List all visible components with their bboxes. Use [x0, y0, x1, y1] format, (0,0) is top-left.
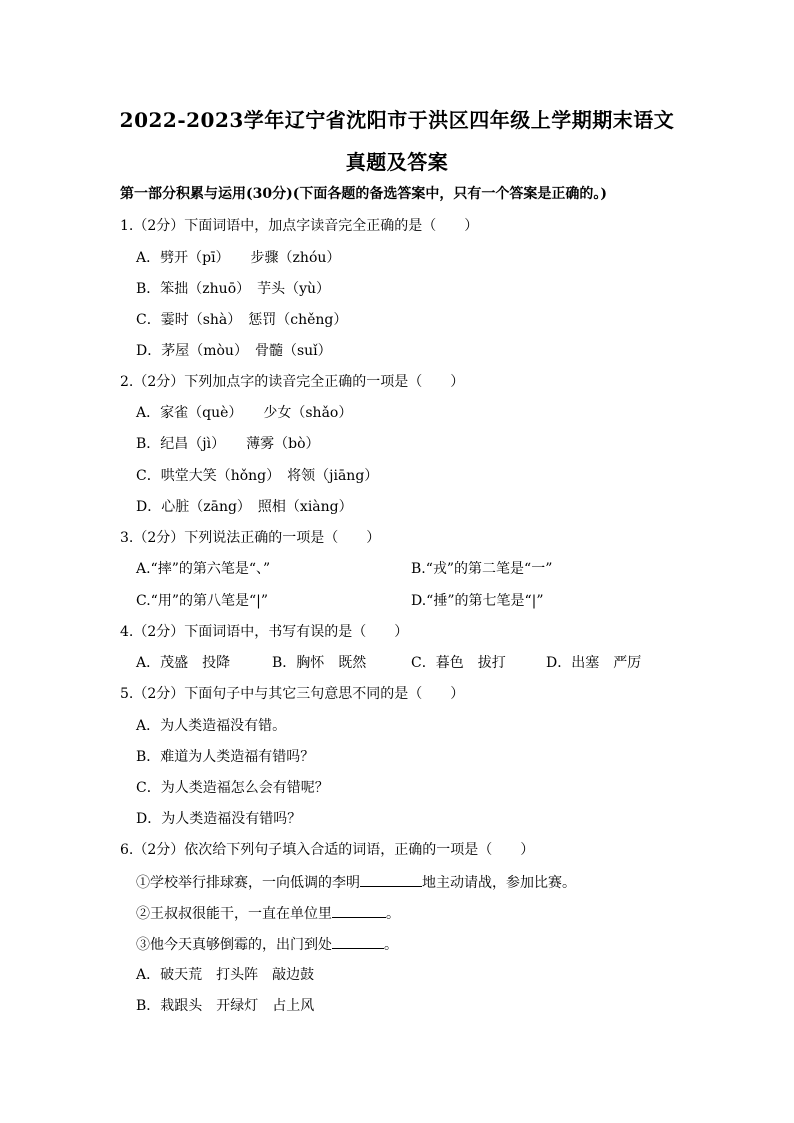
question-4-option-d: D．出塞 严厉 — [546, 655, 642, 671]
question-5-option-c: C．为人类造福怎么会有错呢？ — [136, 780, 329, 796]
question-1-stem: 1.（2分）下面词语中，加点字读音完全正确的是（ ） — [120, 218, 479, 234]
question-2-option-a: A．家雀（què） 少女（shǎo） — [136, 405, 353, 421]
sentence-1-after: 地主动请战，参加比赛。 — [422, 875, 576, 891]
question-6-option-a: A．破天荒 打头阵 敲边鼓 — [136, 967, 315, 983]
sentence-2-before: ②王叔叔很能干，一直在单位里 — [136, 906, 332, 922]
fill-blank-1[interactable] — [360, 872, 422, 887]
sentence-1-before: ①学校举行排球赛，一向低调的李明 — [136, 875, 360, 891]
question-2-option-d: D．心脏（zāng） 照相（xiàng） — [136, 499, 353, 515]
question-1-option-d: D．茅屋（mòu） 骨髓（suǐ） — [136, 343, 332, 359]
question-5-option-a: A．为人类造福没有错。 — [136, 718, 287, 734]
question-6-sentence-2 — [136, 903, 400, 924]
question-1-option-a: A．劈开（pī） 步骤（zhóu） — [136, 250, 341, 266]
question-3-option-c: C.“用”的第八笔是“|” — [136, 593, 269, 609]
question-4-option-c: C．暮色 拔打 — [411, 655, 506, 671]
question-1-option-c: C．霎时（shà） 惩罚（chěng） — [136, 312, 348, 328]
question-4-option-a: A．茂盛 投降 — [136, 655, 231, 671]
question-1-option-b: B．笨拙（zhuō） 芋头（yù） — [136, 281, 331, 297]
question-3-option-d: D.“捶”的第七笔是“|” — [411, 593, 544, 609]
question-2-stem: 2.（2分）下列加点字的读音完全正确的一项是（ ） — [120, 374, 465, 390]
question-4-stem: 4.（2分）下面词语中，书写有误的是（ ） — [120, 624, 409, 640]
document-title-line1: 2022-2023学年辽宁省沈阳市于洪区四年级上学期期末语文 — [119, 108, 675, 132]
question-2-option-b: B．纪昌（jì） 薄雾（bò） — [136, 436, 320, 452]
sentence-3-before: ③他今天真够倒霉的，出门到处 — [136, 937, 332, 953]
fill-blank-2[interactable] — [332, 903, 386, 918]
question-5-stem: 5.（2分）下面句子中与其它三句意思不同的是（ ） — [120, 686, 465, 702]
question-5-option-d: D．为人类造福没有错吗？ — [136, 811, 302, 827]
question-6-sentence-3 — [136, 934, 398, 955]
fill-blank-3[interactable] — [332, 934, 384, 949]
question-6-option-b: B．栽跟头 开绿灯 占上风 — [136, 998, 315, 1014]
question-3-stem: 3.（2分）下列说法正确的一项是（ ） — [120, 530, 381, 546]
document-title-line2: 真题及答案 — [345, 150, 449, 174]
question-6-stem: 6.（2分）依次给下列句子填入合适的词语，正确的一项是（ ） — [120, 842, 535, 858]
question-5-option-b: B．难道为人类造福有错吗？ — [136, 749, 315, 765]
sentence-3-after: 。 — [384, 937, 398, 953]
question-3-option-a: A.“摔”的第六笔是“、” — [136, 561, 271, 577]
question-2-option-c: C．哄堂大笑（hǒng） 将领（jiāng） — [136, 468, 379, 484]
question-3-option-b: B.“戎”的第二笔是“一” — [411, 561, 553, 577]
sentence-2-after: 。 — [386, 906, 400, 922]
question-4-option-b: B．胸怀 既然 — [272, 655, 367, 671]
section-header: 第一部分积累与运用(30分)(下面各题的备选答案中，只有一个答案是正确的。) — [120, 186, 607, 202]
question-6-sentence-1 — [136, 872, 576, 893]
